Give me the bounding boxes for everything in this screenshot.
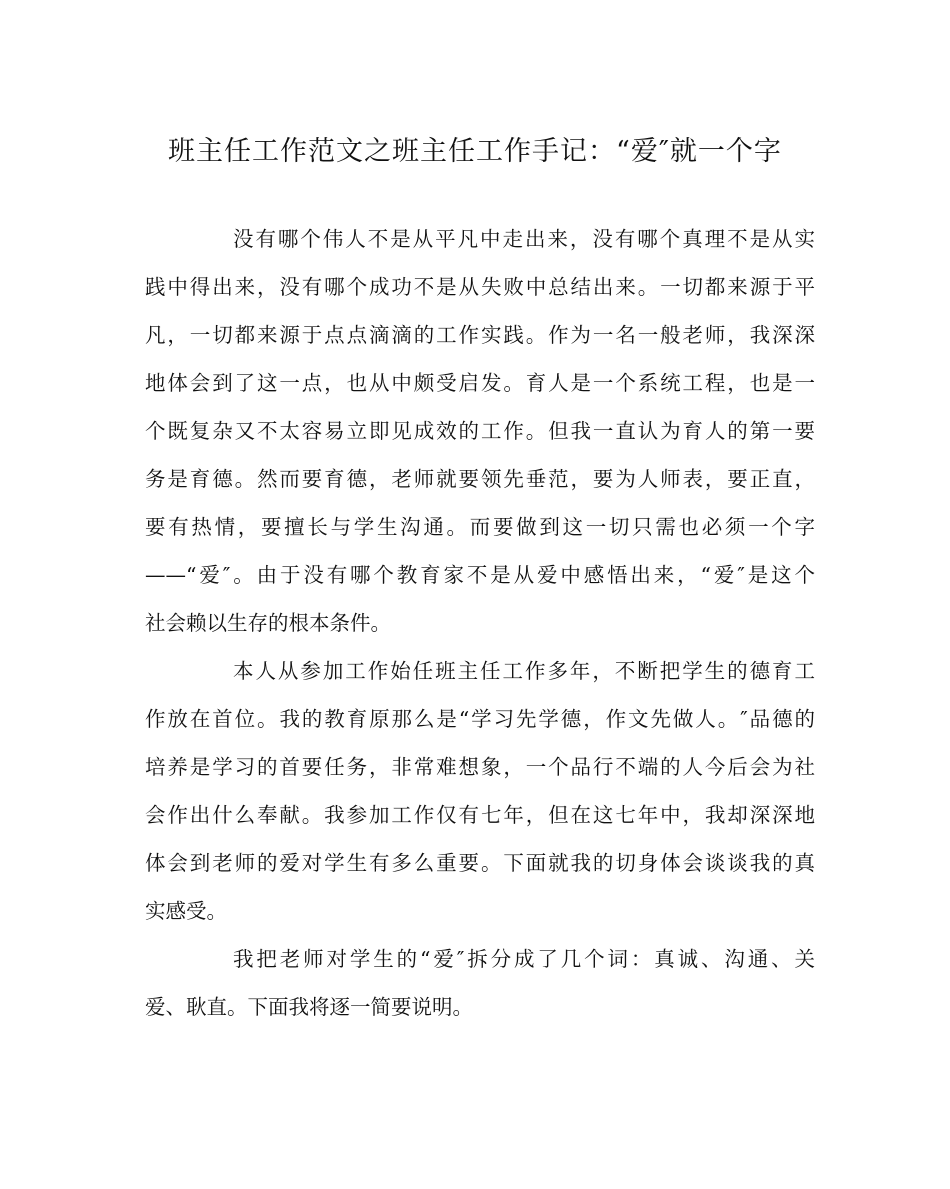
paragraph-line: 体会到老师的爱对学生有多么重要。下面就我的切身体会谈谈我的真 [145,851,815,875]
paragraph-line: 作放在首位。我的教育原那么是“学习先学德，作文先做人。″品德的 [145,707,815,731]
paragraph-line: 社会赖以生存的根本条件。 [145,611,391,635]
paragraph-line: 实感受。 [145,899,227,923]
paragraph-line: 个既复杂又不太容易立即见成效的工作。但我一直认为育人的第一要 [145,419,815,443]
paragraph-line: 会作出什么奉献。我参加工作仅有七年，但在这七年中，我却深深地 [145,803,815,827]
paragraph-line: ——“爱″。由于没有哪个教育家不是从爱中感悟出来，“爱″是这个 [145,563,815,587]
paragraph-line: 凡，一切都来源于点点滴滴的工作实践。作为一名一般老师，我深深 [145,323,815,347]
paragraph-line: 务是育德。然而要育德，老师就要领先垂范，要为人师表，要正直， [145,467,815,491]
paragraph-1 [145,215,815,647]
paragraph-2 [145,647,815,935]
paragraph-line: 地体会到了这一点，也从中颇受启发。育人是一个系统工程，也是一 [145,371,815,395]
paragraph-3 [145,935,815,1031]
paragraph-line: 爱、耿直。下面我将逐一简要说明。 [145,995,473,1019]
paragraph-line: 我把老师对学生的“爱″拆分成了几个词：真诚、沟通、关 [233,947,815,971]
paragraph-line: 本人从参加工作始任班主任工作多年，不断把学生的德育工 [233,659,815,683]
document-title: 班主任工作范文之班主任工作手记：“爱″就一个字 [168,136,782,167]
paragraph-line: 践中得出来，没有哪个成功不是从失败中总结出来。一切都来源于平 [145,275,815,299]
paragraph-line: 要有热情，要擅长与学生沟通。而要做到这一切只需也必须一个字 [145,515,815,539]
paragraph-line: 没有哪个伟人不是从平凡中走出来，没有哪个真理不是从实 [233,227,815,251]
paragraph-line: 培养是学习的首要任务，非常难想象，一个品行不端的人今后会为社 [145,755,815,779]
